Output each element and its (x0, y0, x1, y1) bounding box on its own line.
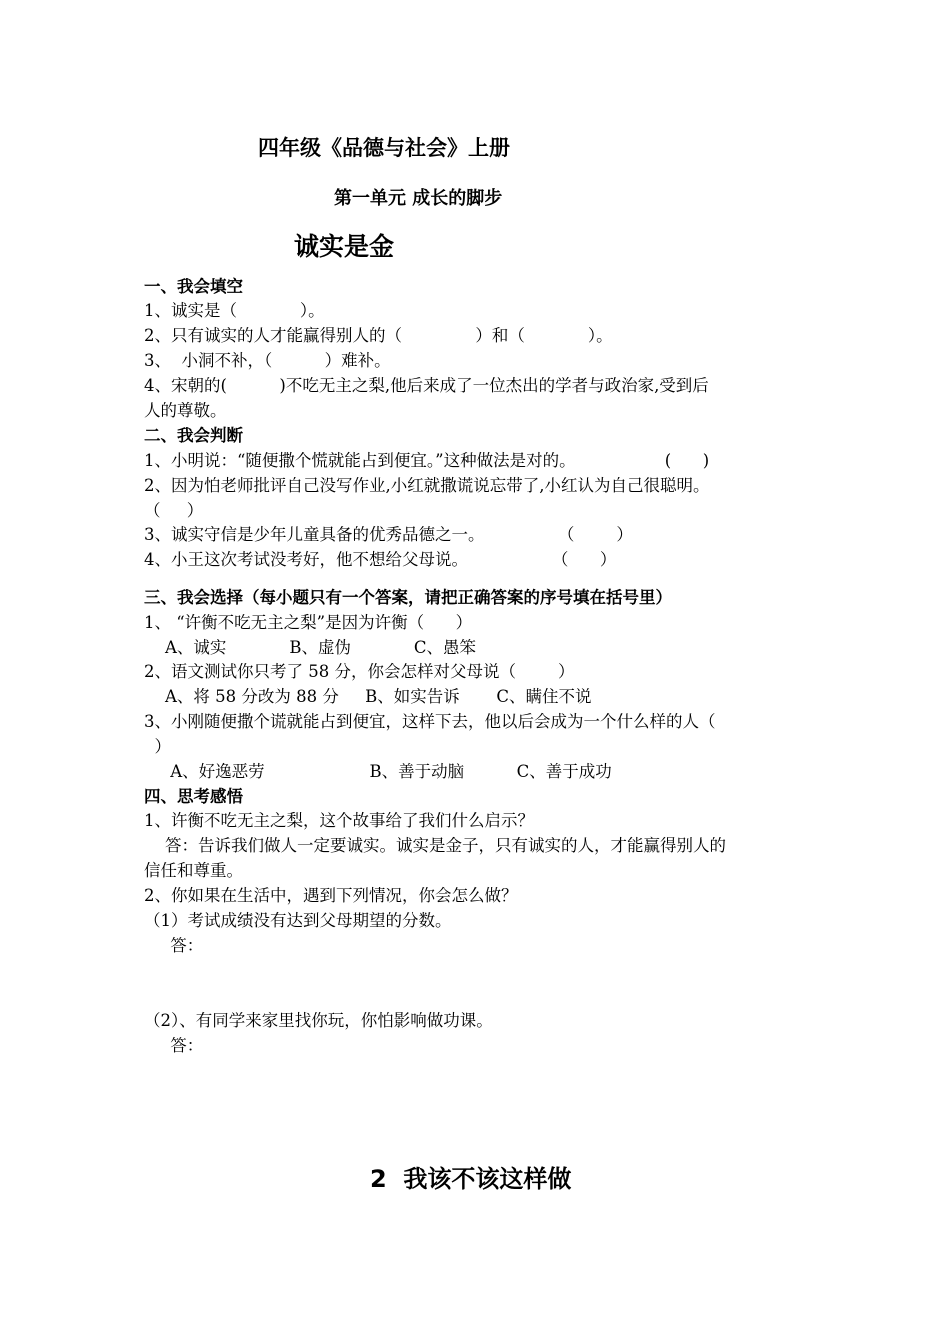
reflect-situation-2: （2）、有同学来家里找你玩，你怕影响做功课。 (144, 1011, 493, 1030)
section-fill-heading: 一、我会填空 (144, 277, 243, 296)
choice-options-3: A、好逸恶劳 B、善于动脑 C、善于成功 (144, 762, 612, 781)
judge-question-4: 4、小王这次考试没考好，他不想给父母说。 （ ） (144, 550, 617, 569)
reflect-answer-label-1: 答： (144, 936, 204, 955)
reflect-answer-1-cont: 信任和尊重。 (144, 861, 243, 880)
choice-question-2: 2、语文测试你只考了 58 分，你会怎样对父母说（ ） (144, 662, 575, 681)
fill-question-1: 1、诚实是（ ）。 (144, 301, 325, 320)
fill-question-4-cont: 人的尊敬。 (144, 401, 227, 420)
lesson-title: 诚实是金 (294, 232, 395, 261)
fill-question-3: 3、 小洞不补，（ ）难补。 (144, 351, 391, 370)
reflect-answer-label-2: 答： (144, 1036, 204, 1055)
choice-question-3-cont: ） (144, 737, 171, 756)
unit-title: 第一单元 成长的脚步 (334, 188, 503, 209)
reflect-question-1: 1、许衡不吃无主之梨，这个故事给了我们什么启示？ (144, 811, 534, 830)
choice-question-3: 3、小刚随便撒个谎就能占到便宜，这样下去，他以后会成为一个什么样的人（ (144, 712, 716, 731)
judge-question-3: 3、诚实守信是少年儿童具备的优秀品德之一。 （ ） (144, 525, 633, 544)
judge-question-2: 2、因为怕老师批评自己没写作业,小红就撒谎说忘带了,小红认为自己很聪明。 (144, 476, 710, 495)
section-reflect-heading: 四、思考感悟 (144, 787, 243, 806)
choice-options-2: A、将 58 分改为 88 分 B、如实告诉 C、瞒住不说 (144, 687, 592, 706)
fill-question-2: 2、只有诚实的人才能赢得别人的（ ）和（ ）。 (144, 326, 613, 345)
book-title: 四年级《品德与社会》上册 (258, 136, 510, 160)
section-judge-heading: 二、我会判断 (144, 426, 243, 445)
judge-question-1: 1、小明说：“随便撒个慌就能占到便宜。”这种做法是对的。 ( ) (144, 451, 710, 470)
choice-options-1: A、诚实 B、虚伪 C、愚笨 (144, 638, 477, 657)
judge-question-2-cont: （ ） (144, 501, 204, 520)
reflect-answer-1: 答：告诉我们做人一定要诚实。诚实是金子，只有诚实的人，才能赢得别人的 (144, 836, 726, 855)
reflect-situation-1: （1）考试成绩没有达到父母期望的分数。 (144, 911, 452, 930)
section-choice-heading: 三、我会选择（每小题只有一个答案，请把正确答案的序号填在括号里） (144, 588, 672, 607)
reflect-question-2: 2、你如果在生活中，遇到下列情况，你会怎么做？ (144, 886, 518, 905)
choice-question-1: 1、 “许衡不吃无主之梨”是因为许衡（ ） (144, 613, 473, 632)
next-lesson-title: 2 我该不该这样做 (370, 1165, 572, 1193)
fill-question-4: 4、宋朝的( )不吃无主之梨,他后来成了一位杰出的学者与政治家,受到后 (144, 376, 709, 395)
